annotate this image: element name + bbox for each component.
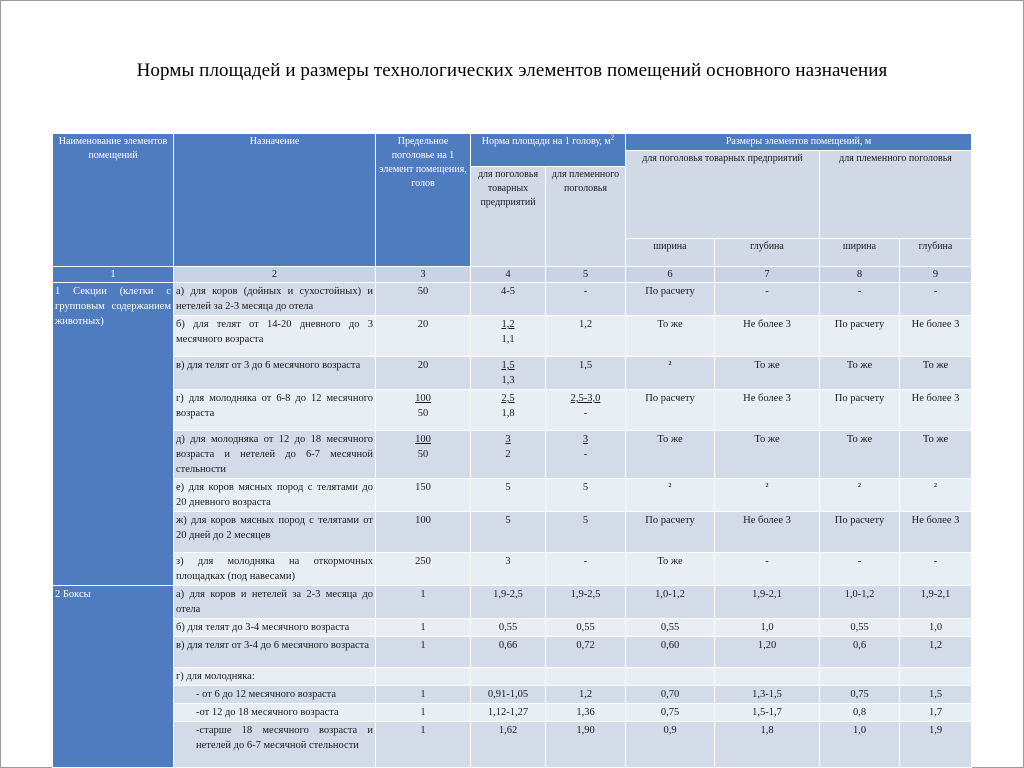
row-limit: 100 50 (376, 390, 471, 431)
row-area-commercial: 4-5 (471, 283, 546, 316)
row-width-breeding: 0,55 (820, 619, 900, 637)
row-limit: 50 (376, 283, 471, 316)
page-title: Нормы площадей и размеры технологических элементов помещений основного назначения (136, 60, 888, 81)
row-limit: 1 (376, 704, 471, 722)
column-number: 9 (900, 267, 972, 283)
row-area-commercial: 3 (471, 553, 546, 586)
row-limit: 150 (376, 479, 471, 512)
table-row (53, 316, 972, 357)
row-depth: 1,20 (715, 637, 820, 668)
column-number: 3 (376, 267, 471, 283)
row-limit: 1 (376, 586, 471, 619)
column-number: 2 (174, 267, 376, 283)
row-area-commercial: 1,9-2,5 (471, 586, 546, 619)
header-dims-commercial: для поголовья товарных предприятий (626, 151, 820, 239)
row-width-breeding: То же (820, 357, 900, 390)
row-area-breeding: 0,55 (546, 619, 626, 637)
header-name: Наименование элементов помещений (53, 134, 174, 267)
row-limit: 20 (376, 316, 471, 357)
row-depth-breeding: - (900, 283, 972, 316)
row-area-breeding: 1,2 (546, 316, 626, 357)
row-purpose: - от 6 до 12 месячного возраста (174, 686, 376, 704)
row-depth-breeding: Не более 3 (900, 512, 972, 553)
row-depth (715, 668, 820, 686)
header-width-breeding: ширина (820, 239, 900, 267)
row-depth-breeding: 1,5 (900, 686, 972, 704)
row-depth: 1,3-1,5 (715, 686, 820, 704)
row-area-commercial: 1,62 (471, 722, 546, 768)
norms-table (52, 133, 972, 768)
row-depth-breeding: - (900, 553, 972, 586)
row-depth: 1,0 (715, 619, 820, 637)
column-number: 5 (546, 267, 626, 283)
table-row (53, 357, 972, 390)
row-limit: 250 (376, 553, 471, 586)
row-limit: 1 (376, 619, 471, 637)
column-number: 8 (820, 267, 900, 283)
row-area-breeding: 0,72 (546, 637, 626, 668)
group-boxes: 2 Боксы (53, 586, 174, 768)
row-area-breeding: 3 - (546, 431, 626, 479)
row-depth-breeding: ² (900, 479, 972, 512)
row-depth-breeding: 1,9-2,1 (900, 586, 972, 619)
row-depth: То же (715, 431, 820, 479)
row-area-commercial: 1,2 1,1 (471, 316, 546, 357)
row-width-breeding: 0,75 (820, 686, 900, 704)
header-limit: Предельное поголовье на 1 элемент помещения, голов (376, 134, 471, 267)
row-depth: Не более 3 (715, 316, 820, 357)
row-width: ² (626, 479, 715, 512)
column-numbers-row (53, 267, 972, 283)
column-number: 4 (471, 267, 546, 283)
row-area-breeding: - (546, 553, 626, 586)
row-limit: 1 (376, 686, 471, 704)
row-width (626, 668, 715, 686)
row-depth: - (715, 283, 820, 316)
row-depth-breeding: Не более 3 (900, 316, 972, 357)
row-width-breeding: ² (820, 479, 900, 512)
table-row (53, 686, 972, 704)
row-area-breeding: 2,5-3,0 - (546, 390, 626, 431)
row-depth: 1,8 (715, 722, 820, 768)
row-depth: Не более 3 (715, 390, 820, 431)
table-row (53, 637, 972, 668)
row-depth: То же (715, 357, 820, 390)
row-depth: ² (715, 479, 820, 512)
row-width: По расчету (626, 390, 715, 431)
row-area-breeding: 1,2 (546, 686, 626, 704)
row-width: 0,70 (626, 686, 715, 704)
row-width: 0,75 (626, 704, 715, 722)
row-area-breeding: 1,36 (546, 704, 626, 722)
row-width-breeding: 1,0 (820, 722, 900, 768)
row-area-breeding: - (546, 283, 626, 316)
row-area-commercial: 1,5 1,3 (471, 357, 546, 390)
table-row (53, 619, 972, 637)
row-area-breeding: 5 (546, 479, 626, 512)
row-width: 0,60 (626, 637, 715, 668)
row-width-breeding: 0,6 (820, 637, 900, 668)
row-area-breeding: 5 (546, 512, 626, 553)
table-row (53, 512, 972, 553)
row-depth-breeding: 1,7 (900, 704, 972, 722)
table-row (53, 283, 972, 316)
row-limit: 1 (376, 722, 471, 768)
row-width-breeding: 1,0-1,2 (820, 586, 900, 619)
row-purpose: б) для телят до 3-4 месячного возраста (174, 619, 376, 637)
row-width: По расчету (626, 512, 715, 553)
row-purpose: а) для коров (дойных и сухостойных) и нетелей за 2-3 месяца до отела (174, 283, 376, 316)
row-depth-breeding: 1,2 (900, 637, 972, 668)
row-area-commercial: 1,12-1,27 (471, 704, 546, 722)
row-width-breeding: 0,8 (820, 704, 900, 722)
row-area-commercial: 5 (471, 479, 546, 512)
row-purpose: в) для телят от 3-4 до 6 месячного возраста (174, 637, 376, 668)
row-area-breeding (546, 668, 626, 686)
table-row (53, 431, 972, 479)
header-depth-breeding: глубина (900, 239, 972, 267)
row-depth-breeding: 1,9 (900, 722, 972, 768)
table-row (53, 390, 972, 431)
row-depth: 1,5-1,7 (715, 704, 820, 722)
row-depth: 1,9-2,1 (715, 586, 820, 619)
row-area-commercial: 0,55 (471, 619, 546, 637)
header-dims: Размеры элементов помещений, м (626, 134, 972, 151)
row-width-breeding: По расчету (820, 512, 900, 553)
group-sections: 1 Секции (клетки с групповым содержанием животных) (53, 283, 174, 586)
row-width: 0,55 (626, 619, 715, 637)
table-row (53, 553, 972, 586)
column-number: 1 (53, 267, 174, 283)
row-purpose: г) для молодняка: (174, 668, 376, 686)
row-width: 1,0-1,2 (626, 586, 715, 619)
table-row (53, 479, 972, 512)
row-limit: 20 (376, 357, 471, 390)
row-limit: 100 (376, 512, 471, 553)
row-limit: 100 50 (376, 431, 471, 479)
row-purpose: -от 12 до 18 месячного возраста (174, 704, 376, 722)
row-depth-breeding: 1,0 (900, 619, 972, 637)
row-area-breeding: 1,9-2,5 (546, 586, 626, 619)
row-depth-breeding: Не более 3 (900, 390, 972, 431)
row-limit: 1 (376, 637, 471, 668)
row-area-commercial (471, 668, 546, 686)
row-purpose: а) для коров и нетелей за 2-3 месяца до отела (174, 586, 376, 619)
row-width-breeding: - (820, 553, 900, 586)
row-purpose: г) для молодняка от 6-8 до 12 месячного возраста (174, 390, 376, 431)
header-dims-breeding: для племенного поголовья (820, 151, 972, 239)
row-width: То же (626, 431, 715, 479)
row-width-breeding: По расчету (820, 316, 900, 357)
row-purpose: з) для молодняка на откормочных площадках (под навесами) (174, 553, 376, 586)
row-depth-breeding (900, 668, 972, 686)
table-row (53, 722, 972, 768)
table-row (53, 586, 972, 619)
row-limit (376, 668, 471, 686)
row-purpose: е) для коров мясных пород с телятами до 20 дневного возраста (174, 479, 376, 512)
column-number: 7 (715, 267, 820, 283)
header-area-commercial: для поголовья товарных предприятий (471, 167, 546, 267)
header-area-norm: Норма площади на 1 голову, $м^2$ (471, 134, 626, 167)
row-width: То же (626, 553, 715, 586)
header-width: ширина (626, 239, 715, 267)
table-row (53, 668, 972, 686)
row-width: По расчету (626, 283, 715, 316)
row-area-breeding: 1,5 (546, 357, 626, 390)
row-width-breeding (820, 668, 900, 686)
row-width-breeding: По расчету (820, 390, 900, 431)
row-width: 0,9 (626, 722, 715, 768)
table-row (53, 704, 972, 722)
row-area-commercial: 0,66 (471, 637, 546, 668)
row-purpose: ж) для коров мясных пород с телятами от 20 дней до 2 месяцев (174, 512, 376, 553)
row-purpose: в) для телят от 3 до 6 месячного возраста (174, 357, 376, 390)
column-number: 6 (626, 267, 715, 283)
row-width: ² (626, 357, 715, 390)
row-width: То же (626, 316, 715, 357)
header-depth: глубина (715, 239, 820, 267)
row-depth-breeding: То же (900, 357, 972, 390)
row-depth: Не более 3 (715, 512, 820, 553)
row-purpose: -старше 18 месячного возраста и нетелей до 6-7 месячной стельности (174, 722, 376, 768)
row-area-commercial: 0,91-1,05 (471, 686, 546, 704)
row-depth: - (715, 553, 820, 586)
row-area-commercial: 5 (471, 512, 546, 553)
row-depth-breeding: То же (900, 431, 972, 479)
row-area-breeding: 1,90 (546, 722, 626, 768)
row-purpose: б) для телят от 14-20 дневного до 3 месячного возраста (174, 316, 376, 357)
header-purpose: Назначение (174, 134, 376, 267)
row-width-breeding: То же (820, 431, 900, 479)
row-purpose: д) для молодняка от 12 до 18 месячного возраста и нетелей до 6-7 месячной стельности (174, 431, 376, 479)
row-area-commercial: 2,5 1,8 (471, 390, 546, 431)
row-width-breeding: - (820, 283, 900, 316)
row-area-commercial: 3 2 (471, 431, 546, 479)
header-area-breeding: для племенного поголовья (546, 167, 626, 267)
